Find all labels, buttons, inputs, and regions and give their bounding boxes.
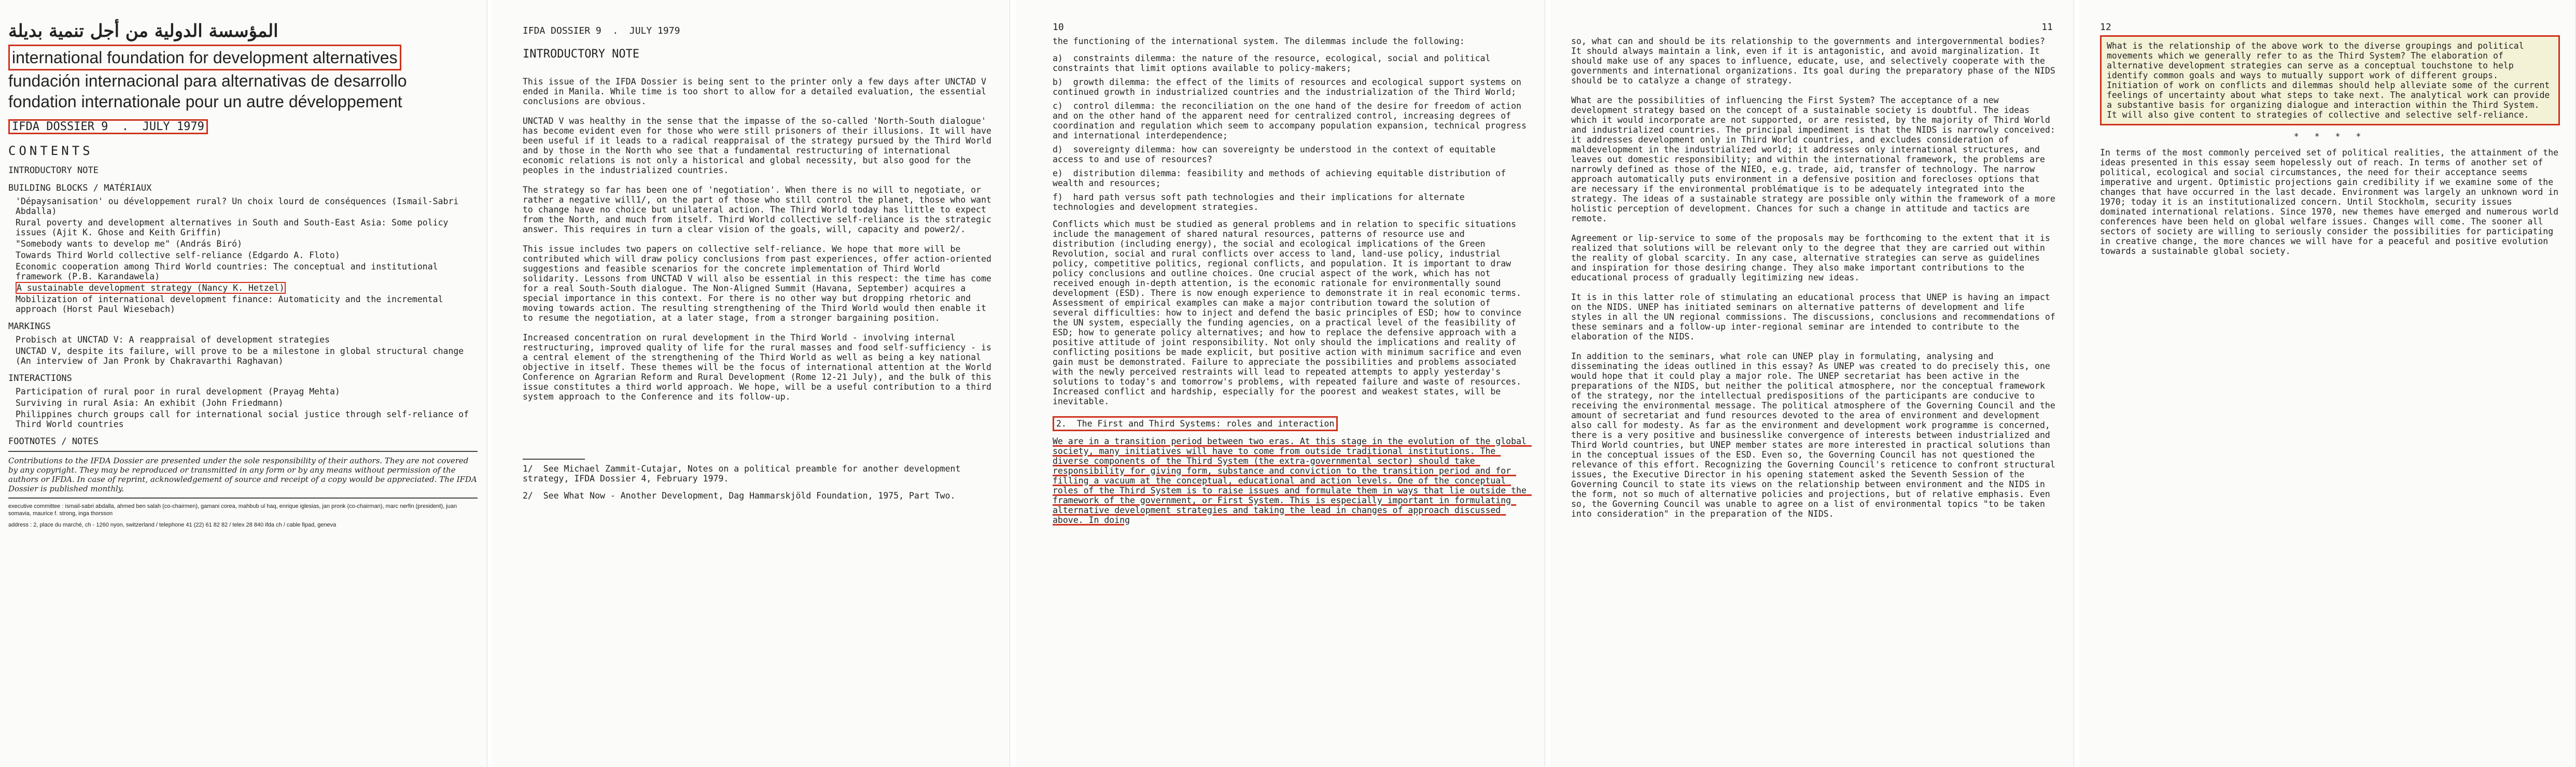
dossier-label: IFDA DOSSIER 9 . JULY 1979 <box>8 119 208 134</box>
building-blocks-heading: BUILDING BLOCKS / MATÉRIAUX <box>8 183 152 193</box>
toc-item[interactable]: Participation of rural poor in rural development (Prayag Mehta) <box>16 387 340 396</box>
org-name-spanish: fundación internacional para alternativas de desarrollo <box>8 72 407 90</box>
paragraph: It is in this latter role of stimulating an educational process that UNEP is having an impact on the NIDS. UNEP has initiated seminars on alternative patterns of development and life styles in all the UN regional commissions. The discussions, conclusions and recommendations of these seminars and a follow-up inter-regional seminar are intended to contribute to the elaboration of the NIDS. <box>1571 292 2061 342</box>
document-page-1 <box>0 0 487 767</box>
toc-item[interactable]: Probisch at UNCTAD V: A reappraisal of development strategies <box>16 335 330 345</box>
toc-item[interactable]: Economic cooperation among Third World countries: The conceptual and institutional framework (P.B. Karandawela) <box>16 262 438 281</box>
org-name-english: international foundation for development alternatives <box>8 45 401 70</box>
paragraph: This issue of the IFDA Dossier is being sent to the printer only a few days after UNCTAD V ended in Manila. While time is too short to allow for a detailed evaluation, the essential conclusions are obvious. <box>523 77 991 106</box>
page-number: 10 <box>1053 22 1064 33</box>
footnotes-heading: FOOTNOTES / NOTES <box>8 436 99 447</box>
intro-note-link[interactable]: INTRODUCTORY NOTE <box>8 165 99 176</box>
page-header: IFDA DOSSIER 9 . JULY 1979 <box>523 25 680 36</box>
contents-heading: CONTENTS <box>8 144 93 158</box>
page-number: 11 <box>2041 22 2053 33</box>
toc-item[interactable]: 'Dépaysanisation' ou développement rural? Un choix lourd de conséquences (Ismail-Sabri Abdalla) <box>16 196 459 216</box>
list-item: a) constraints dilemma: the nature of the resource, ecological, social and political constraints that limit options available to policy-makers; <box>1053 53 1496 73</box>
arabic-header: المؤسسة الدولية من أجل تنمية بديلة <box>8 21 278 41</box>
markings-heading: MARKINGS <box>8 321 51 332</box>
paragraph: The strategy so far has been one of 'negotiation'. When there is no will to negotiate, or rather a negative will1/, on the part of those who still control the planet, those who want to change have no choice but unilateral action. The Third World today has little to expect from the North, and much from itself. Third World collective self-reliance is the strategic answer. This requires in turn a clear vision of the goals, will, capacity and power2/. <box>523 185 997 234</box>
page-title: INTRODUCTORY NOTE <box>523 48 640 61</box>
toc-item[interactable]: Rural poverty and development alternatives in South and South-East Asia: Some policy issues (Ajit K. Ghose and Keith Griffin) <box>16 218 449 237</box>
paragraph: Conflicts which must be studied as general problems and in relation to specific situations include the management of shared natural resources, patterns of resource use and distribution (including energy), the social and ecological implications of the Green Revolution, social and rural conflicts over access to land, land-use policy, industrial policy, competitive politics, regional conflicts, and population. It is important to draw policy conclusions and outline choices. One crucial aspect of the work, which has not received enough in-depth attention, is the economic rationale for environmentally sound development (ESD). There is now enough experience to demonstrate it in real economic terms. Assessment of empirical examples can make a major contribution toward the solution of several difficulties: how to inject and defend the basic principles of ESD; how to convince the UN system, especially the funding agencies, on a practical level of the feasibility of ESD; how to generate policy alternatives; and how to replace the defensive approach with a positive attitude of joint responsibility. Not only should the implications and reality of conflicting positions be made explicit, but positive action with minimum sacrifice and even gain must be demonstrated. Failure to appreciate the possibilities and problems associated with the newly perceived restraints will lead to repeated attempts to apply yesterday's solutions to today's and tomorrow's problems, with repeated failure and waste of resources. Increased conflict and hardship, especially for the poorest and weakest states, will be inevitable. <box>1053 219 1527 406</box>
document-page-4 <box>1550 0 2074 767</box>
footnote: 1/ See Michael Zammit-Cutajar, Notes on a political preamble for another development strategy, IFDA Dossier 4, February 1979. <box>523 464 966 484</box>
interactions-heading: INTERACTIONS <box>8 373 72 384</box>
executive-committee: executive committee : ismail-sabri abdalla, ahmed ben salah (co-chairmen), gamani corea, mahbub ul haq, enrique iglesias, jan pronk (co-chairman), marc nerfin (president), juan somavia, maurice f. strong, inga thorsson <box>8 503 457 517</box>
divider <box>8 451 478 452</box>
document-page-3 <box>1016 0 1545 767</box>
address-line: address : 2, place du marché, ch - 1260 nyon, switzerland / telephone 41 (22) 61 82 82 / telex 28 840 ifda ch / cable fipad, geneva <box>8 522 337 528</box>
list-item: e) distribution dilemma: feasibility and methods of achieving equitable distribution of wealth and resources; <box>1053 168 1511 188</box>
document-page-2 <box>492 0 1010 767</box>
toc-item-highlighted[interactable]: A sustainable development strategy (Nancy K. Hetzel) <box>17 283 285 293</box>
document-page-5 <box>2079 0 2576 767</box>
toc-item[interactable]: "Somebody wants to develop me" (András Biró) <box>16 239 243 249</box>
org-name-french: fondation internationale pour un autre développement <box>8 92 402 111</box>
paragraph: This issue includes two papers on collective self-reliance. We hope that more will be contributed which will draw policy conclusions from past experiences, offer action-oriented suggestions and feasible scenarios for the concrete implementation of Third World solidarity. Lessons from UNCTAD V will also be essential in this respect: the time has come for a real South-South dialogue. The Non-Aligned Summit (Havana, September) acquires a special importance in this context. For there is no other way but dropping rhetoric and moving towards action. The resulting strengthening of the Third World would then enable it to resume the negotiation, at a later stage, from a stronger bargaining position. <box>523 244 997 323</box>
toc-item[interactable]: Mobilization of international development finance: Automaticity and the incremental approach (Horst Paul Wiesebach) <box>16 294 443 314</box>
list-item: b) growth dilemma: the effect of the limits of resources and ecological support systems on continued growth in industrialized countries and the industrialization of the Third World; <box>1053 77 1527 97</box>
disclaimer-text: Contributions to the IFDA Dossier are presented under the sole responsibility of their authors. They are not covered by any copyright. They may be reproduced or transmitted in any form or by any means without permission of the authors or IFDA. In case of reprint, acknowledgement of source and receipt of a copy would be appreciated. The IFDA Dossier is published monthly. <box>8 456 477 493</box>
section-break: * * * * <box>2293 132 2367 141</box>
toc-item[interactable]: Surviving in rural Asia: An exhibit (John Friedmann) <box>16 398 284 408</box>
list-item: c) control dilemma: the reconciliation on the one hand of the desire for freedom of action and on the other hand of the apparent need for centralized control, increasing degrees of coordination and regulation which seem to accompany population expansion, technical progress and international interdependence; <box>1053 101 1532 140</box>
section-heading: 2. The First and Third Systems: roles and interaction <box>1053 416 1338 431</box>
toc-item[interactable]: Philippines church groups call for international social justice through self-reliance of Third World countries <box>16 409 469 429</box>
paragraph: Agreement or lip-service to some of the proposals may be forthcoming to the extent that it is realized that solutions will be relevant only to the degree that they are carried out within the reality of global scarcity. In any case, alternative strategies can serve as guidelines and inspiration for those desiring change. They also make important contributions to the educational process of gradually legitimizing new ideas. <box>1571 233 2055 282</box>
toc-item[interactable]: UNCTAD V, despite its failure, will prove to be a milestone in global structural change (An interview of Jan Pronk by Chakravarthi Raghavan) <box>16 346 464 366</box>
paragraph: What are the possibilities of influencing the First System? The acceptance of a new development strategy based on the concept of a sustainable society is doubtful. The ideas which it would incorporate are not supported, or are resisted, by the majority of Third World and industrialized countries. The principal impediment is that the NIDS is narrowly conceived: it addresses development only in Third World countries, and excludes consideration of maldevelopment in the industrialized world; it addresses only international structures, and leaves out domestic responsibility; and within the international framework, the problems are narrowly defined as those of the NIEO, e.g. trade, aid, transfer of technology. The narrow approach automatically puts environment in a defensive position and forecloses options that are necessary if the environmental problématique is to be adequately integrated into the strategy. The ideas of a sustainable strategy are possible only within the framework of a more holistic perception of development. Chances for such a change in attitude and tactics are remote. <box>1571 95 2061 223</box>
paragraph: Increased concentration on rural development in the Third World - involving internal restructuring, improved quality of life for the rural masses and food self-sufficiency - is a central element of the strengthening of the Third World as well as being a key national objective in itself. These themes will be the focus of international attention at the World Conference on Agrarian Reform and Rural Development (Rome 12-21 July), and the bulk of this issue constitutes a third world approach. We hope, will be a useful contribution to a third system approach to the Conference and its follow-up. <box>523 333 997 402</box>
toc-item[interactable]: Towards Third World collective self-reliance (Edgardo A. Floto) <box>16 250 340 260</box>
list-item: d) sovereignty dilemma: how can sovereignty be understood in the context of equitable access to and use of resources? <box>1053 145 1501 164</box>
footnote-rule <box>523 459 585 460</box>
paragraph: the functioning of the international system. The dilemmas include the following: <box>1053 36 1465 46</box>
highlighted-box: What is the relationship of the above work to the diverse groupings and political movements which we generally refer to as the Third System? The elaboration of alternative development strategies can serve as a conceptual touchstone to help identify common goals and ways to mutually support work of different groups. Initiation of work on conflicts and dilemmas should help alleviate some of the current feelings of uncertainty about what steps to take next. The analytical work can provide a substantive basis for organizing dialogue and interaction within the Third System. It will also give content to strategies of collective and selective self-reliance. <box>2100 35 2560 125</box>
footnote: 2/ See What Now - Another Development, Dag Hammarskjöld Foundation, 1975, Part Two. <box>523 491 956 501</box>
page-number: 12 <box>2100 22 2111 33</box>
paragraph: UNCTAD V was healthy in the sense that the impasse of the so-called 'North-South dialogue' has become evident even for those who were still prisoners of their illusions. It will have been useful if it leads to a radical reappraisal of the strategy pursued by the Third World and by those in the North who see that a fundamental restructuring of international economic relations is not only a historical and global necessity, but also good for the peoples in the industrialized countries. <box>523 116 997 175</box>
paragraph: In addition to the seminars, what role can UNEP play in formulating, analysing and disseminating the ideas outlined in this essay? As UNEP was created to do precisely this, one would hope that it could play a major role. The UNEP secretariat has been active in the preparations of the NIDS, but neither the political atmosphere, nor the conceptual framework of the strategy, nor the intellectual predispositions of the participants are conducive to receiving the environmental message. The political atmosphere of the Governing Council and the amount of secretariat and fund resources devoted to the area of environment and development also call for modesty. As far as the environment and development work programme is concerned, there is a very positive and businesslike convergence of interests between industrialized and Third World countries, but UNEP member states are more interested in practical solutions than in the conceptual issues of the ESD. Even so, the Governing Council has not questioned the relevance of this effort. Recognizing the Governing Council's reticence to confront structural issues, the Executive Director in his opening statement asked the Seventh Session of the Governing Council to state its views on the relationship between environment and the NIDS in the form, not so much of alternative policies and projections, but of relative emphasis. Even so, the Governing Council was unable to agree on a list of environmental topics "to be taken into consideration" in the preparation of the NIDS. <box>1571 351 2061 519</box>
list-item: f) hard path versus soft path technologies and their implications for alternate technologies and development strategies. <box>1053 192 1470 212</box>
paragraph: In terms of the most commonly perceived set of political realities, the attainment of the ideas presented in this essay seem hopelessly out of reach. In terms of another set of political, ecological and social circumstances, the need for their acceptance seems imperative and urgent. Optimistic projections gain credibility if we examine some of the changes that have occurred in the last decade. Environment was largely an unknown word in 1970; today it is an institutionalized concern. Until Stockholm, security issues dominated international relations. Since 1970, new themes have emerged and numerous world conferences have been held on global welfare issues. Changes will come. The sooner all sectors of society are willing to seriously consider the possibilities for participating in creative change, the more chances we will have for a peaceful and positive evolution towards a sustainable global society. <box>2100 148 2564 256</box>
paragraph: so, what can and should be its relationship to the governments and intergovernmental bodies? It should always maintain a link, even if it is antagonistic, and avoid marginalization. It should make use of any spaces to influence, educate, use, and selectively cooperate with the governments and international organizations. Its goal during the preparatory phase of the NIDS should be to catalyze a change of strategy. <box>1571 36 2061 86</box>
divider <box>8 498 478 499</box>
underlined-paragraph: We are in a transition period between two eras. At this stage in the evolution of the global society, many initiatives will have to come from outside traditional institutions. The diverse components of the Third System (the extra-governmental sector) should take responsibility for giving form, substance and conviction to the transition period and for filling a vacuum at the conceptual, educational and action levels. One of the conceptual roles of the Third System is to raise issues and formulate them in ways that lie outside the framework of the government, or First System. This is especially important in formulating alternative development strategies and taking the lead in changes of approach discussed above. In doing <box>1053 436 1532 525</box>
